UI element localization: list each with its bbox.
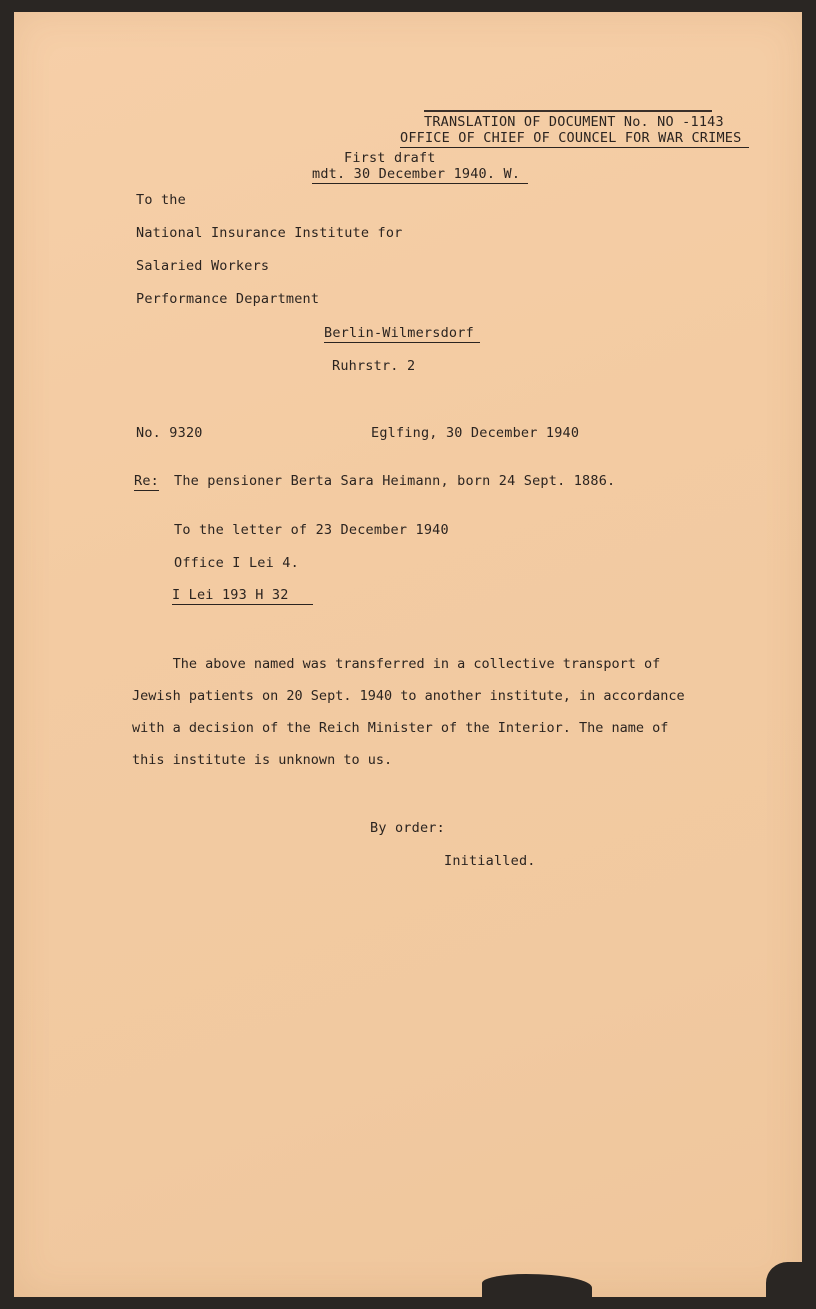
- reference-number: No. 9320: [136, 425, 203, 441]
- body-line: with a decision of the Reich Minister of the Interior. The name of: [132, 720, 669, 736]
- address-line-3: Performance Department: [136, 291, 320, 307]
- address-street: Ruhrstr. 2: [332, 358, 416, 374]
- body-paragraph: [132, 648, 702, 776]
- subject-text: The pensioner Berta Sara Heimann, born 24 Sept. 1886.: [174, 473, 616, 489]
- subject-ref-office: Office I Lei 4.: [174, 555, 299, 571]
- subject-ref-code: I Lei 193 H 32: [172, 587, 313, 605]
- draft-date: mdt. 30 December 1940. W.: [312, 166, 528, 184]
- translation-header: TRANSLATION OF DOCUMENT No. NO -1143: [424, 114, 724, 130]
- body-line: this institute is unknown to us.: [132, 752, 393, 768]
- subject-label: Re:: [134, 473, 159, 489]
- draft-label: First draft: [344, 150, 436, 166]
- address-line-1: National Insurance Institute for: [136, 225, 403, 241]
- struck-out-text: [424, 110, 712, 112]
- torn-edge: [766, 1262, 802, 1297]
- address-city: Berlin-Wilmersdorf: [324, 325, 480, 343]
- by-order: By order:: [370, 820, 445, 836]
- body-line: Jewish patients on 20 Sept. 1940 to another institute, in accordance: [132, 688, 685, 704]
- address-to: To the: [136, 192, 186, 208]
- initialled: Initialled.: [444, 853, 536, 869]
- subject-ref-letter: To the letter of 23 December 1940: [174, 522, 449, 538]
- document-page: [14, 12, 802, 1297]
- office-header: OFFICE OF CHIEF OF COUNCEL FOR WAR CRIMES: [400, 130, 749, 148]
- body-line: The above named was transferred in a collective transport of: [132, 656, 661, 672]
- place-date: Eglfing, 30 December 1940: [371, 425, 580, 441]
- torn-edge: [482, 1274, 592, 1297]
- address-line-2: Salaried Workers: [136, 258, 270, 274]
